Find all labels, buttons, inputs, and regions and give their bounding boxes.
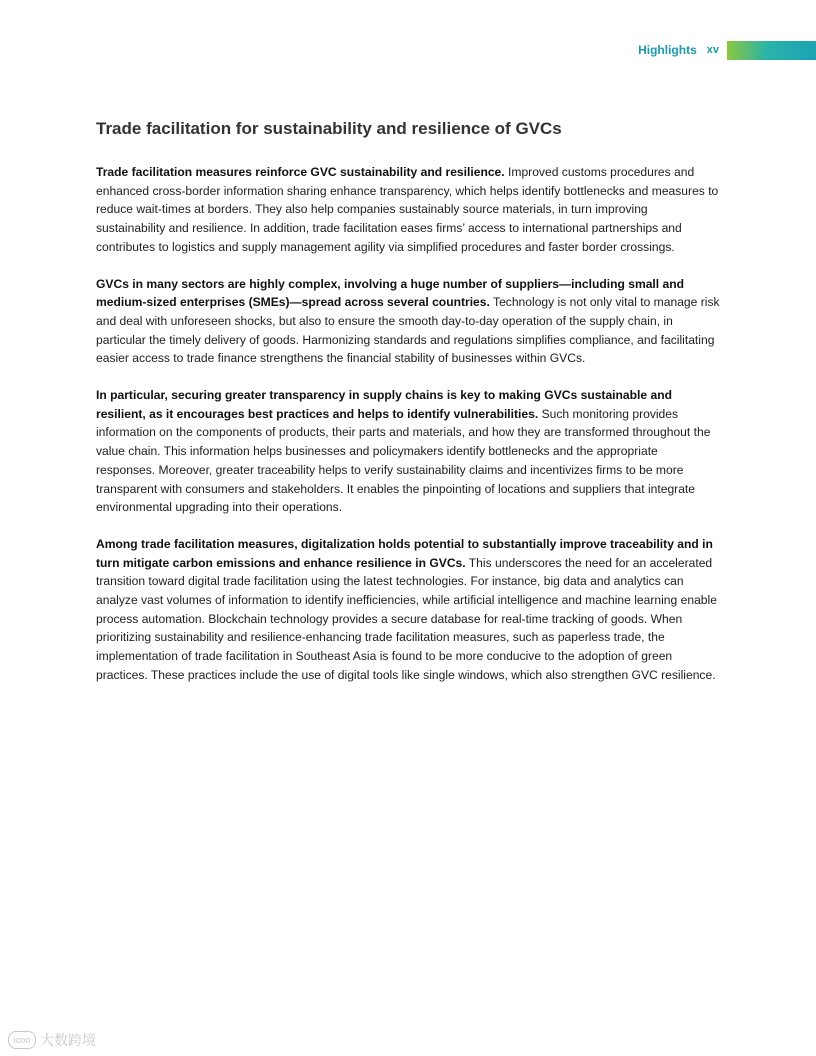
main-content xyxy=(96,117,720,703)
header-accent-bar xyxy=(727,41,816,60)
paragraph-lead: GVCs in many sectors are highly complex, involving a huge number of suppliers—including small and medium-sized enterprises (SMEs)—spread across several countries. xyxy=(96,276,685,310)
watermark xyxy=(8,1030,96,1050)
paragraph-lead: Trade facilitation measures reinforce GVC sustainability and resilience. xyxy=(96,165,505,179)
paragraph-body: Technology is not only vital to manage risk and deal with unforeseen shocks, but also to ensure the smooth day-to-day operation of the supply chain, in particular the timely delivery of goods. Harmonizing standards and regulations simplifies compliance, and facilitating easier access to trade finance strengthens the financial stability of businesses within GVCs. xyxy=(96,295,720,366)
page-number: xv xyxy=(706,44,719,56)
running-header xyxy=(638,40,816,60)
paragraph xyxy=(96,535,720,685)
section-label: Highlights xyxy=(638,43,697,57)
watermark-logo-icon: icoo xyxy=(8,1031,36,1049)
paragraph-body: Such monitoring provides information on the components of products, their parts and materials, and how they are transformed throughout the value chain. This information helps businesses and policymakers identify bottlenecks and the appropriate responses. Moreover, greater traceability helps to verify sustainability claims and incentivizes firms to be more transparent with consumers and stakeholders. It enables the pinpointing of locations and suppliers that integrate environmental upgrading into their operations. xyxy=(96,406,711,515)
paragraph-body: Improved customs procedures and enhanced cross-border information sharing enhance transparency, which helps identify bottlenecks and measures to reduce wait-times at borders. They also help companies sustainably source materials, in turn improving sustainability and resilience. In addition, trade facilitation eases firms’ access to international partnerships and contributes to logistics and supply management agility via simplified procedures and faster border crossings. xyxy=(96,165,719,254)
paragraph-body: This underscores the need for an accelerated transition toward digital trade facilitation using the latest technologies. For instance, big data and analytics can analyze vast volumes of information to identify inefficiencies, while artificial intelligence and machine learning enable process automation. Blockchain technology provides a secure database for real-time tracking of goods. When prioritizing sustainability and resilience-enhancing trade facilitation measures, such as paperless trade, the implementation of trade facilitation in Southeast Asia is found to be more conducive to the adoption of green practices. These practices include the use of digital tools like single windows, which also strengthen GVC resilience. xyxy=(96,555,717,682)
watermark-text: 大数跨境 xyxy=(40,1032,96,1048)
paragraph xyxy=(96,386,720,517)
paragraph-lead: Among trade facilitation measures, digitalization holds potential to substantially improve traceability and in turn mitigate carbon emissions and enhance resilience in GVCs. xyxy=(96,536,713,570)
paragraph xyxy=(96,163,720,257)
paragraph-lead: In particular, securing greater transparency in supply chains is key to making GVCs sustainable and resilient, as it encourages best practices and helps to identify vulnerabilities. xyxy=(96,388,672,421)
paragraph xyxy=(96,275,720,369)
section-title: Trade facilitation for sustainability and resilience of GVCs xyxy=(96,119,562,138)
